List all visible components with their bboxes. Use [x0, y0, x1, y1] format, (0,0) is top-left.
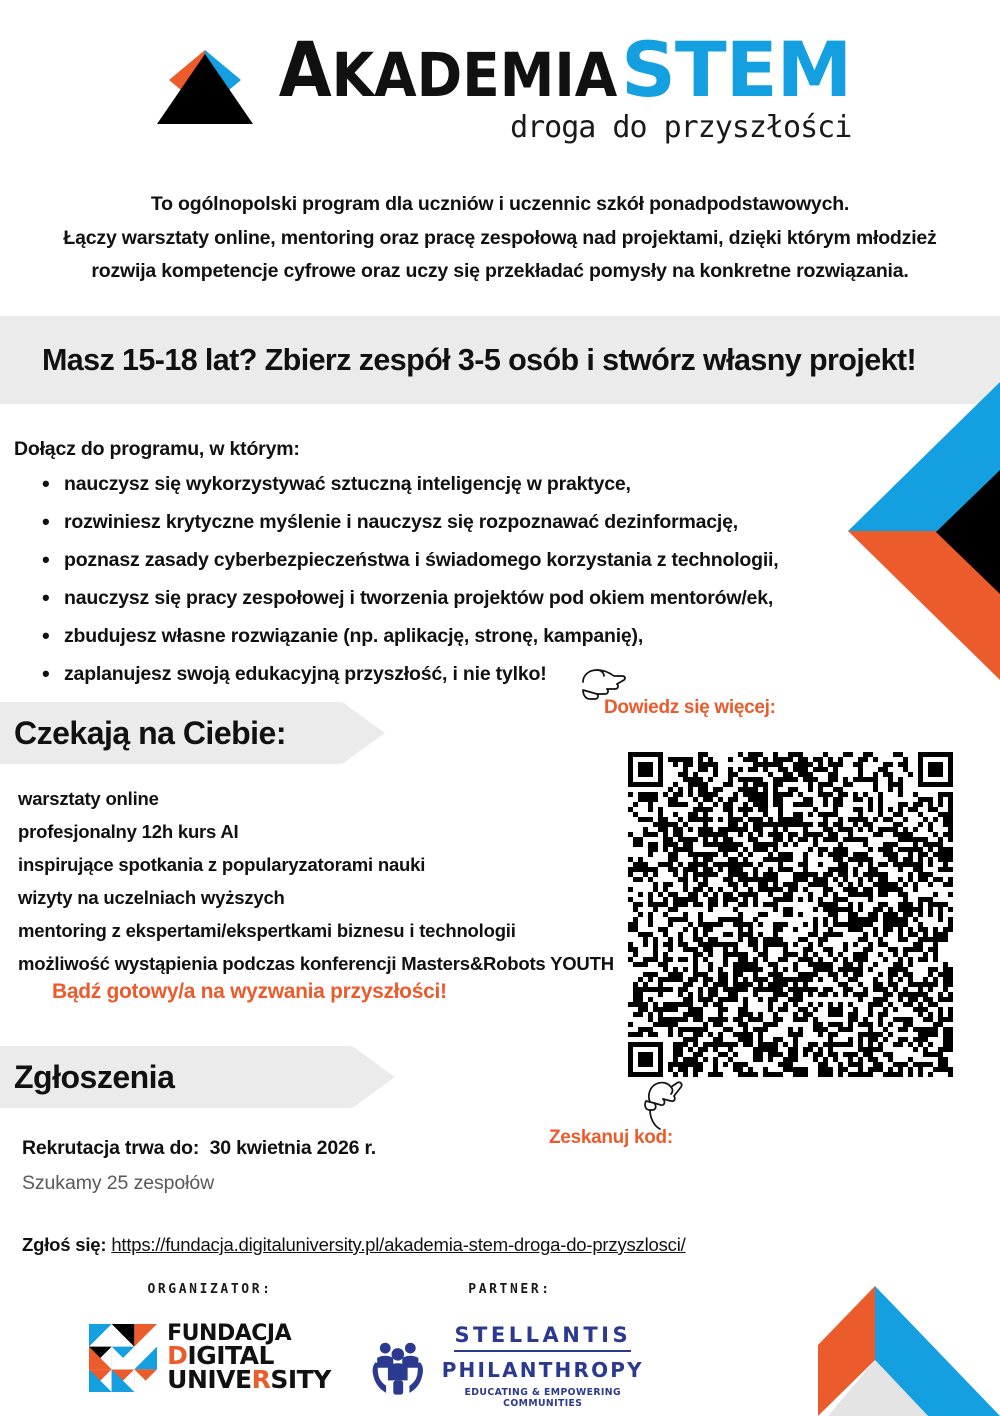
organizer-line-2: DIGITAL [167, 1341, 274, 1371]
logo-word-akademia: AKADEMIA [278, 25, 618, 114]
deadline-row [22, 1137, 376, 1160]
organizer-line-1: FUNDACJA [167, 1321, 292, 1346]
list-item: • zbudujesz własne rozwiązanie (np. aplikację, stronę, kampanię), [14, 627, 864, 647]
list-item: mentoring z ekspertami/ekspertkami biznesu i technologii [18, 920, 516, 941]
list-item: • nauczysz się pracy zespołowej i tworzenia projektów pod okiem mentorów/ek, [14, 589, 864, 609]
du-triangle-grid-icon [89, 1324, 157, 1392]
list-item: • nauczysz się wykorzystywać sztuczną inteligencję w praktyce, [14, 475, 864, 495]
deadline-label: Rekrutacja trwa do: [22, 1137, 200, 1159]
list-item: • rozwiniesz krytyczne myślenie i nauczysz się rozpoznawać dezinformację, [14, 513, 864, 533]
intro-line-3: rozwija kompetencje cyfrowe oraz uczy się przekładać pomysły na konkretne rozwiązania. [91, 260, 909, 283]
pointing-hand-icon [640, 1078, 684, 1132]
perks-cta-text: Bądź gotowy/a na wyzwania przyszłości! [52, 980, 447, 1003]
apply-heading-banner [0, 1046, 395, 1108]
apply-url-label: Zgłoś się: [22, 1234, 107, 1255]
qr-scan-label: Zeskanuj kod: [549, 1127, 673, 1148]
list-item: wizyty na uczelniach wyższych [18, 887, 285, 908]
deadline-value: 30 kwietnia 2026 r. [209, 1137, 377, 1159]
intro-line-1: To ogólnopolski program dla uczniów i uczennic szkół ponadpodstawowych. [150, 193, 850, 215]
perks-heading-text: Czekają na Ciebie: [14, 715, 286, 751]
partner-tagline: EDUCATING & EMPOWERING COMMUNITIES [464, 1387, 621, 1409]
list-item: • poznasz zasady cyberbezpieczeństwa i świadomego korzystania z technologii, [14, 551, 864, 571]
list-item: • zaplanujesz swoją edukacyjną przyszłość, i nie tylko! [14, 665, 864, 685]
intro-line-2: Łączy warsztaty online, mentoring oraz pracę zespołową nad projektami, dzięki którym młodzież [63, 226, 937, 249]
apply-url-link[interactable]: https://fundacja.digitaluniversity.pl/akademia-stem-droga-do-przyszlosci/ [111, 1234, 686, 1255]
list-item: inspirujące spotkania z popularyzatorami nauki [18, 854, 426, 875]
stellantis-philanthropy-logo [370, 1323, 650, 1409]
footer-organizer-column [60, 1282, 360, 1395]
partner-kicker: PARTNER: [468, 1282, 552, 1297]
organizer-line-3: UNIVERSITY [167, 1365, 331, 1395]
list-item: warsztaty online [18, 788, 159, 809]
decor-arrow-up-icon [818, 1283, 1000, 1416]
apply-heading-text: Zgłoszenia [14, 1059, 175, 1095]
organizer-kicker: ORGANIZATOR: [147, 1282, 273, 1297]
headline-text: Masz 15-18 lat? Zbierz zespół 3-5 osób i stwórz własny projekt! [42, 342, 917, 377]
footer-partner-column [370, 1282, 650, 1409]
list-item: profesjonalny 12h kurs AI [18, 821, 239, 842]
partner-program: PHILANTHROPY [441, 1358, 644, 1382]
akademia-stem-logo-icon [149, 48, 261, 126]
hands-people-icon [370, 1334, 426, 1398]
intro-paragraph [0, 188, 1000, 289]
perks-list [18, 790, 628, 988]
qr-more-label: Dowiedz się więcej: [604, 697, 776, 718]
list-item: możliwość wystąpienia podczas konferencji Masters&Robots YOUTH [18, 953, 614, 974]
qr-code[interactable] [628, 752, 953, 1077]
logo-tagline: droga do przyszłości [510, 110, 852, 146]
teams-count-text: Szukamy 25 zespołów [22, 1172, 215, 1194]
decor-arrow-left-icon [840, 382, 1000, 680]
join-list [14, 475, 864, 685]
fundacja-digital-university-logo [60, 1321, 360, 1395]
partner-name: STELLANTIS [454, 1323, 631, 1352]
join-section [14, 438, 864, 703]
poster-header [0, 25, 1000, 174]
apply-url-row [22, 1234, 686, 1256]
join-lead-text: Dołącz do programu, w którym: [14, 438, 300, 460]
logo-word-stem: STEM [621, 25, 852, 114]
logo-wordmark [278, 25, 852, 146]
perks-heading-banner [0, 702, 385, 764]
